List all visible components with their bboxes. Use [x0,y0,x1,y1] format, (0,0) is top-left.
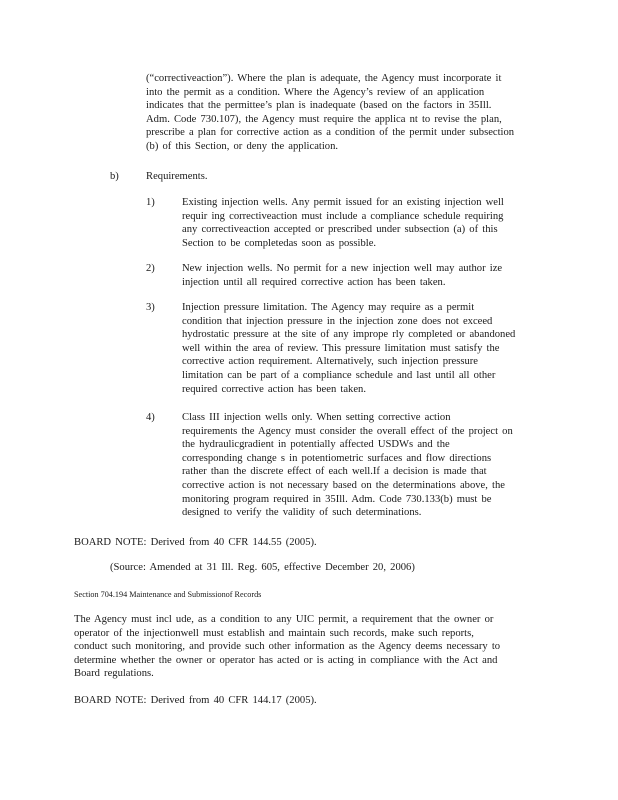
section-paragraph: The Agency must incl ude, as a condition to any UIC permit, a requirement that the owner or operator of the injectionwell must establish and maintain such records, make such reports, conduct such monitoring, and provide such other information as the Agency deems necessary to determine whether the owner or operator has acted or is acting in compliance with the Act and Board regulations. [74,614,501,680]
intro-paragraph: (“correctiveaction”). Where the plan is adequate, the Agency must incorporate it into the permit as a condition. Where the Agency’s review of an application indicates that the permittee’s plan is inadequate (based on the factors in 35Ill. Adm. Code 730.107), the Agency must require the applica nt to revise the plan, prescribe a plan for corrective action as a condition of the permit under subsection (b) of this Section, or deny the application. [146,73,515,152]
item-3-text: Injection pressure limitation. The Agency may require as a permit condition that injection pressure in the injection zone does not exceed hydrostatic pressure at the site of any imprope rly completed or abandoned well within the area of review. This pressure limitation must satisfy the corrective action requirement. Alternatively, such injection pressure limitation can be part of a compliance schedule and last until all other required corrective action has been taken. [182,302,516,395]
board-note-1: BOARD NOTE: Derived from 40 CFR 144.55 (2005). [74,537,317,548]
board-note-2: BOARD NOTE: Derived from 40 CFR 144.17 (2005). [74,695,317,706]
item-2-text: New injection wells. No permit for a new injection well may author ize injection until all required corrective action has been taken. [182,263,503,288]
item-2-number: 2) [146,263,155,274]
subsection-b-label: b) [110,171,119,182]
item-4-number: 4) [146,412,155,423]
item-3-number: 3) [146,302,155,313]
item-1-number: 1) [146,197,155,208]
item-1-text: Existing injection wells. Any permit issued for an existing injection well requir ing correctiveaction must include a compliance schedule requiring any correctiveaction accepted or prescribed under subsection (a) of this Section to be completedas soon as possible. [182,197,504,249]
subsection-b-title: Requirements. [146,171,208,182]
section-heading: Section 704.194 Maintenance and Submissionof Records [74,590,262,599]
source-note: (Source: Amended at 31 Ill. Reg. 605, effective December 20, 2006) [110,562,415,573]
item-4-text: Class III injection wells only. When setting corrective action requirements the Agency must consider the overall effect of the project on the hydraulicgradient in potentially affected USDWs and the corresponding change s in potentiometric surfaces and flow directions rather than the discrete effect of each well.If a decision is made that corrective action is not necessary based on the determinations above, the monitoring program required in 35Ill. Adm. Code 730.133(b) must be designed to verify the validity of such determinations. [182,412,513,519]
